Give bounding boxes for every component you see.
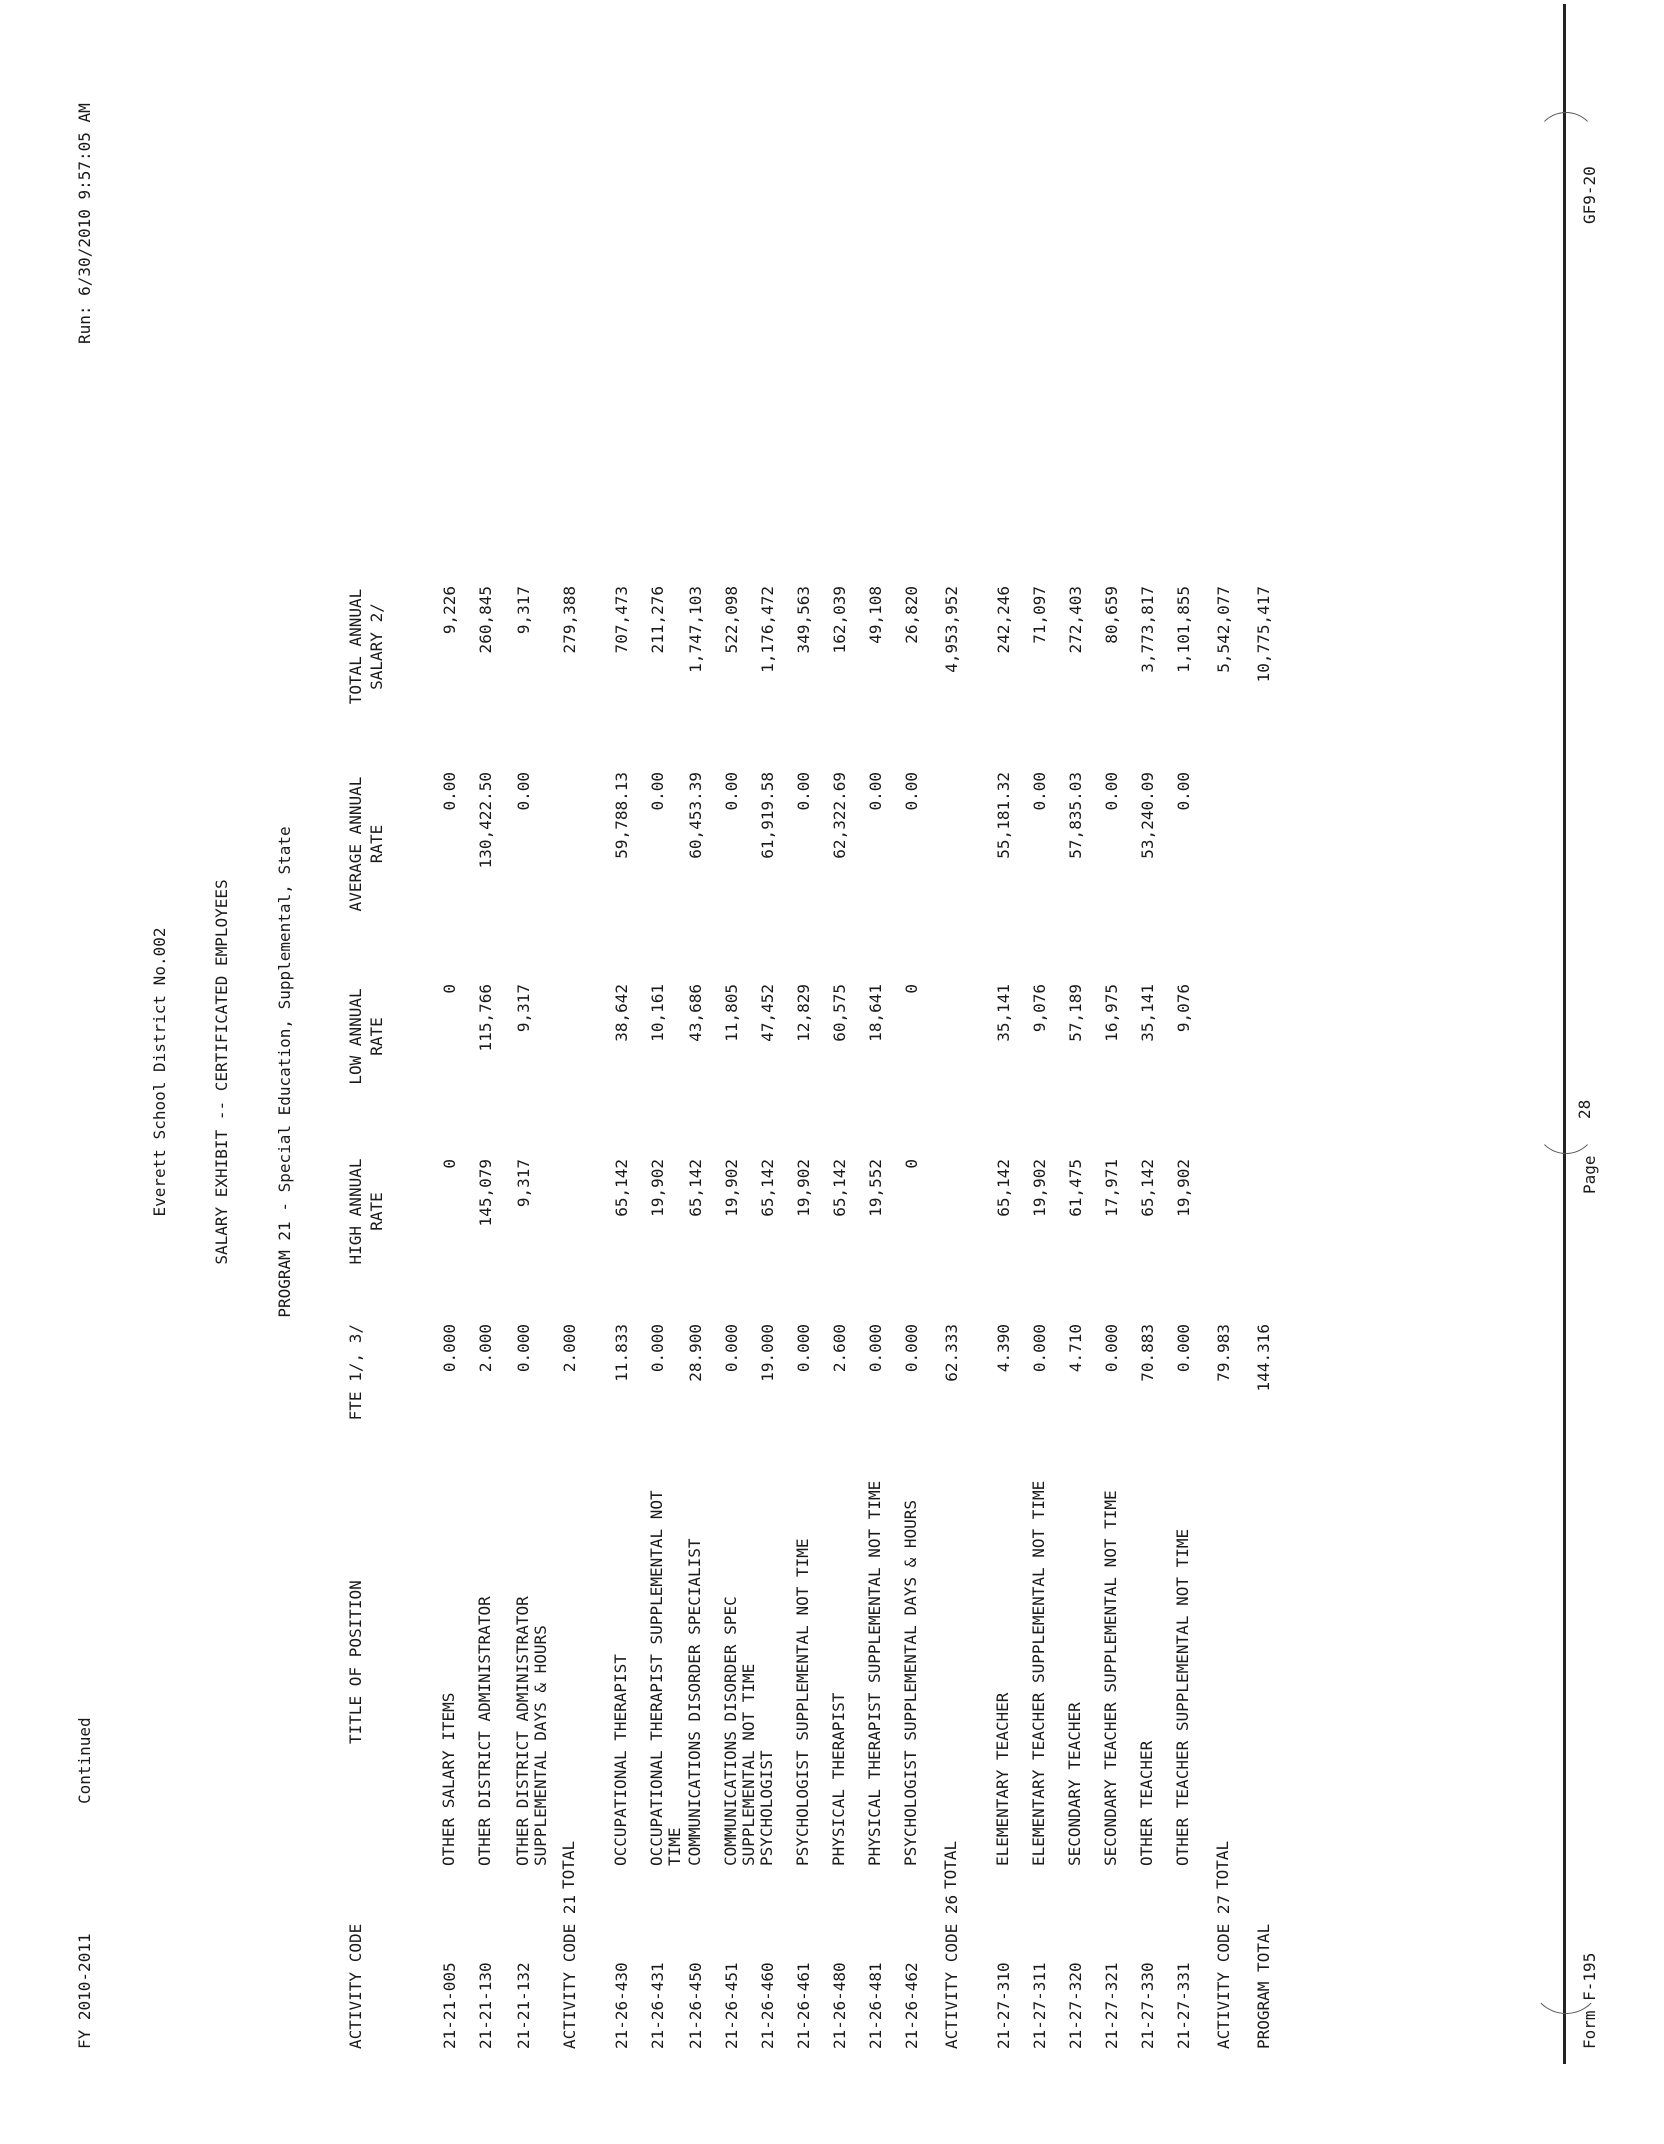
cell-code: 21-26-462 bbox=[902, 1962, 921, 2049]
form-code: GF9-20 bbox=[1580, 166, 1599, 224]
page-label: Page bbox=[1580, 1155, 1599, 1194]
cell-title: TOTAL bbox=[559, 1840, 578, 1889]
cell-low: 12,829 bbox=[794, 984, 813, 1042]
cell-title: SECONDARY TEACHER SUPPLEMENTAL NOT TIME bbox=[1101, 1490, 1120, 1866]
cell-high: 65,142 bbox=[686, 1159, 705, 1217]
cell-total: 1,176,472 bbox=[758, 586, 777, 673]
cell-low: 57,189 bbox=[1066, 984, 1085, 1042]
cell-title: PSYCHOLOGIST bbox=[757, 1750, 776, 1866]
cell-avg: 59,788.13 bbox=[612, 772, 631, 859]
cell-title: PSYCHOLOGIST SUPPLEMENTAL DAYS & HOURS bbox=[901, 1499, 920, 1866]
col-low-line1: LOW ANNUAL bbox=[346, 988, 365, 1085]
table-row bbox=[612, 0, 642, 2144]
cell-code: 21-27-330 bbox=[1138, 1962, 1157, 2049]
table-row bbox=[794, 0, 824, 2144]
cell-fte: 19.000 bbox=[758, 1324, 777, 1382]
cell-code: 21-21-132 bbox=[514, 1962, 533, 2049]
cell-avg: 55,181.32 bbox=[994, 772, 1013, 859]
cell-low: 9,076 bbox=[1030, 984, 1049, 1033]
cell-code: 21-26-480 bbox=[830, 1962, 849, 2049]
col-high-line1: HIGH ANNUAL bbox=[346, 1158, 365, 1265]
cell-fte: 144.316 bbox=[1254, 1324, 1273, 1392]
cell-fte: 0.000 bbox=[794, 1324, 813, 1373]
cell-total: 272,403 bbox=[1066, 586, 1085, 654]
cell-fte: 0.000 bbox=[440, 1324, 459, 1373]
scan-arc-right bbox=[1535, 112, 1597, 174]
cell-low: 0 bbox=[902, 984, 921, 994]
table-row bbox=[866, 0, 896, 2144]
cell-avg: 0.00 bbox=[1030, 772, 1049, 811]
cell-high: 19,902 bbox=[722, 1159, 741, 1217]
col-activity-code: ACTIVITY CODE bbox=[346, 1923, 365, 2049]
total-row bbox=[942, 0, 972, 2144]
cell-code: 21-27-331 bbox=[1174, 1962, 1193, 2049]
cell-fte: 0.000 bbox=[1102, 1324, 1121, 1373]
cell-fte: 2.000 bbox=[476, 1324, 495, 1373]
cell-title: SECONDARY TEACHER bbox=[1065, 1702, 1084, 1866]
cell-total: 162,039 bbox=[830, 586, 849, 654]
cell-high: 19,902 bbox=[1174, 1159, 1193, 1217]
cell-total: 49,108 bbox=[866, 586, 885, 644]
cell-code: 21-27-320 bbox=[1066, 1962, 1085, 2049]
cell-low: 11,805 bbox=[722, 984, 741, 1042]
cell-high: 19,902 bbox=[1030, 1159, 1049, 1217]
cell-total: 260,845 bbox=[476, 586, 495, 654]
cell-total: 4,953,952 bbox=[942, 586, 961, 673]
cell-code: 21-26-481 bbox=[866, 1962, 885, 2049]
cell-avg: 0.00 bbox=[1102, 772, 1121, 811]
cell-total: 5,542,077 bbox=[1214, 586, 1233, 673]
cell-fte: 2.600 bbox=[830, 1324, 849, 1373]
cell-code: 21-26-461 bbox=[794, 1962, 813, 2049]
cell-code: 21-21-130 bbox=[476, 1962, 495, 2049]
cell-fte: 0.000 bbox=[1174, 1324, 1193, 1373]
table-row bbox=[686, 0, 716, 2144]
cell-low: 0 bbox=[440, 984, 459, 994]
cell-total: 242,246 bbox=[994, 586, 1013, 654]
cell-low: 60,575 bbox=[830, 984, 849, 1042]
cell-avg: 0.00 bbox=[794, 772, 813, 811]
table-row bbox=[758, 0, 788, 2144]
cell-total: 211,276 bbox=[648, 586, 667, 654]
table-row bbox=[1030, 0, 1060, 2144]
table-row bbox=[830, 0, 860, 2144]
cell-avg: 130,422.50 bbox=[476, 772, 495, 869]
cell-high: 65,142 bbox=[758, 1159, 777, 1217]
cell-code: 21-26-430 bbox=[612, 1962, 631, 2049]
cell-low: 47,452 bbox=[758, 984, 777, 1042]
table-row bbox=[994, 0, 1024, 2144]
cell-avg: 61,919.58 bbox=[758, 772, 777, 859]
cell-total: 522,098 bbox=[722, 586, 741, 654]
fiscal-year: FY 2010-2011 bbox=[75, 1933, 94, 2049]
table-row bbox=[1138, 0, 1168, 2144]
cell-fte: 62.333 bbox=[942, 1324, 961, 1382]
table-row bbox=[721, 0, 758, 2144]
cell-avg: 60,453.39 bbox=[686, 772, 705, 859]
scan-arc-center bbox=[1535, 1092, 1597, 1154]
cell-low: 9,317 bbox=[514, 984, 533, 1033]
cell-high: 65,142 bbox=[994, 1159, 1013, 1217]
col-high-line2: RATE bbox=[367, 1192, 386, 1231]
table-row bbox=[513, 0, 550, 2144]
cell-high: 65,142 bbox=[612, 1159, 631, 1217]
run-timestamp: Run: 6/30/2010 9:57:05 AM bbox=[75, 103, 94, 344]
cell-high: 65,142 bbox=[830, 1159, 849, 1217]
cell-fte: 2.000 bbox=[560, 1324, 579, 1373]
cell-code: 21-21-005 bbox=[440, 1962, 459, 2049]
cell-low: 43,686 bbox=[686, 984, 705, 1042]
cell-total: 349,563 bbox=[794, 586, 813, 654]
table-row bbox=[1102, 0, 1132, 2144]
cell-title: OTHER TEACHER bbox=[1137, 1740, 1156, 1866]
cell-low: 35,141 bbox=[994, 984, 1013, 1042]
form-number: Form F-195 bbox=[1580, 1952, 1599, 2049]
cell-fte: 0.000 bbox=[514, 1324, 533, 1373]
cell-avg: 0.00 bbox=[648, 772, 667, 811]
cell-low: 38,642 bbox=[612, 984, 631, 1042]
cell-high: 19,902 bbox=[648, 1159, 667, 1217]
cell-total: 3,773,817 bbox=[1138, 586, 1157, 673]
cell-high: 9,317 bbox=[514, 1159, 533, 1208]
continued-label: Continued bbox=[75, 1717, 94, 1804]
cell-fte: 0.000 bbox=[902, 1324, 921, 1373]
col-low-line2: RATE bbox=[367, 1017, 386, 1056]
cell-fte: 0.000 bbox=[1030, 1324, 1049, 1373]
cell-high: 61,475 bbox=[1066, 1159, 1085, 1217]
exhibit-title: SALARY EXHIBIT -- CERTIFICATED EMPLOYEES bbox=[212, 879, 231, 1265]
cell-avg: 0.00 bbox=[440, 772, 459, 811]
cell-title: OCCUPATIONAL THERAPIST SUPPLEMENTAL NOT TIME bbox=[647, 1490, 684, 1866]
cell-high: 0 bbox=[440, 1159, 459, 1169]
cell-title: PSYCHOLOGIST SUPPLEMENTAL NOT TIME bbox=[793, 1538, 812, 1866]
cell-title: OTHER SALARY ITEMS bbox=[439, 1692, 458, 1866]
scan-arc-left bbox=[1530, 1942, 1602, 2014]
cell-title: COMMUNICATIONS DISORDER SPEC SUPPLEMENTAL NOT TIME bbox=[721, 1596, 758, 1866]
cell-low: 10,161 bbox=[648, 984, 667, 1042]
cell-low: 18,641 bbox=[866, 984, 885, 1042]
cell-title: OCCUPATIONAL THERAPIST bbox=[611, 1654, 630, 1866]
cell-fte: 11.833 bbox=[612, 1324, 631, 1382]
footer-rule bbox=[1563, 4, 1566, 2064]
cell-avg: 53,240.09 bbox=[1138, 772, 1157, 859]
cell-total: 9,226 bbox=[440, 586, 459, 635]
col-title: TITLE OF POSITION bbox=[346, 1580, 365, 1744]
col-total-line2: SALARY 2/ bbox=[367, 603, 386, 690]
cell-high: 19,902 bbox=[794, 1159, 813, 1217]
col-fte: FTE 1/, 3/ bbox=[346, 1324, 365, 1421]
cell-title: TOTAL bbox=[1213, 1840, 1232, 1889]
page-number: 28 bbox=[1575, 1099, 1594, 1119]
cell-title: PHYSICAL THERAPIST bbox=[829, 1692, 848, 1866]
cell-total: 9,317 bbox=[514, 586, 533, 635]
cell-title: ELEMENTARY TEACHER SUPPLEMENTAL NOT TIME bbox=[1029, 1480, 1048, 1866]
table-row bbox=[1174, 0, 1204, 2144]
cell-code: 21-26-450 bbox=[686, 1962, 705, 2049]
cell-high: 17,971 bbox=[1102, 1159, 1121, 1217]
total-row bbox=[560, 0, 590, 2144]
cell-fte: 4.390 bbox=[994, 1324, 1013, 1373]
cell-total: 26,820 bbox=[902, 586, 921, 644]
cell-title: OTHER TEACHER SUPPLEMENTAL NOT TIME bbox=[1173, 1528, 1192, 1866]
cell-high: 19,552 bbox=[866, 1159, 885, 1217]
cell-total: 71,097 bbox=[1030, 586, 1049, 644]
cell-title: TOTAL bbox=[941, 1840, 960, 1889]
cell-code: 21-27-311 bbox=[1030, 1962, 1049, 2049]
table-row bbox=[647, 0, 684, 2144]
cell-high: 0 bbox=[902, 1159, 921, 1169]
cell-fte: 79.983 bbox=[1214, 1324, 1233, 1382]
cell-low: 115,766 bbox=[476, 984, 495, 1052]
district-name: Everett School District No.002 bbox=[150, 927, 169, 1217]
cell-avg: 0.00 bbox=[514, 772, 533, 811]
col-avg-line1: AVERAGE ANNUAL bbox=[346, 776, 365, 912]
table-row bbox=[476, 0, 506, 2144]
cell-total: 1,101,855 bbox=[1174, 586, 1193, 673]
cell-fte: 4.710 bbox=[1066, 1324, 1085, 1373]
cell-fte: 0.000 bbox=[866, 1324, 885, 1373]
cell-low: 16,975 bbox=[1102, 984, 1121, 1042]
cell-code: ACTIVITY CODE 21 bbox=[560, 1894, 579, 2049]
cell-avg: 0.00 bbox=[866, 772, 885, 811]
cell-total: 279,388 bbox=[560, 586, 579, 654]
program-title: PROGRAM 21 - Special Education, Supplemental, State bbox=[275, 826, 294, 1318]
cell-code: 21-27-310 bbox=[994, 1962, 1013, 2049]
cell-low: 9,076 bbox=[1174, 984, 1193, 1033]
cell-title: OTHER DISTRICT ADMINISTRATOR bbox=[475, 1596, 494, 1866]
cell-title: OTHER DISTRICT ADMINISTRATOR SUPPLEMENTAL DAYS & HOURS bbox=[513, 1596, 550, 1866]
cell-total: 80,659 bbox=[1102, 586, 1121, 644]
cell-title: PHYSICAL THERAPIST SUPPLEMENTAL NOT TIME bbox=[865, 1480, 884, 1866]
cell-high: 65,142 bbox=[1138, 1159, 1157, 1217]
cell-fte: 70.883 bbox=[1138, 1324, 1157, 1382]
cell-code: 21-26-460 bbox=[758, 1962, 777, 2049]
cell-code: ACTIVITY CODE 27 bbox=[1214, 1894, 1233, 2049]
cell-code: PROGRAM TOTAL bbox=[1254, 1923, 1273, 2049]
cell-code: ACTIVITY CODE 26 bbox=[942, 1894, 961, 2049]
cell-total: 10,775,417 bbox=[1254, 586, 1273, 683]
cell-total: 707,473 bbox=[612, 586, 631, 654]
table-row bbox=[440, 0, 470, 2144]
cell-avg: 57,835.03 bbox=[1066, 772, 1085, 859]
cell-avg: 62,322.69 bbox=[830, 772, 849, 859]
cell-high: 145,079 bbox=[476, 1159, 495, 1227]
cell-low: 35,141 bbox=[1138, 984, 1157, 1042]
cell-fte: 28.900 bbox=[686, 1324, 705, 1382]
cell-avg: 0.00 bbox=[902, 772, 921, 811]
cell-code: 21-26-431 bbox=[648, 1962, 667, 2049]
cell-total: 1,747,103 bbox=[686, 586, 705, 673]
cell-avg: 0.00 bbox=[1174, 772, 1193, 811]
total-row bbox=[1214, 0, 1244, 2144]
cell-fte: 0.000 bbox=[722, 1324, 741, 1373]
col-avg-line2: RATE bbox=[367, 824, 386, 864]
total-row bbox=[1254, 0, 1284, 2144]
cell-avg: 0.00 bbox=[722, 772, 741, 811]
col-total-line1: TOTAL ANNUAL bbox=[346, 588, 365, 705]
cell-code: 21-27-321 bbox=[1102, 1962, 1121, 2049]
cell-title: COMMUNICATIONS DISORDER SPECIALIST bbox=[685, 1538, 704, 1866]
cell-code: 21-26-451 bbox=[722, 1962, 741, 2049]
cell-title: ELEMENTARY TEACHER bbox=[993, 1692, 1012, 1866]
cell-fte: 0.000 bbox=[648, 1324, 667, 1373]
table-row bbox=[902, 0, 932, 2144]
table-row bbox=[1066, 0, 1096, 2144]
